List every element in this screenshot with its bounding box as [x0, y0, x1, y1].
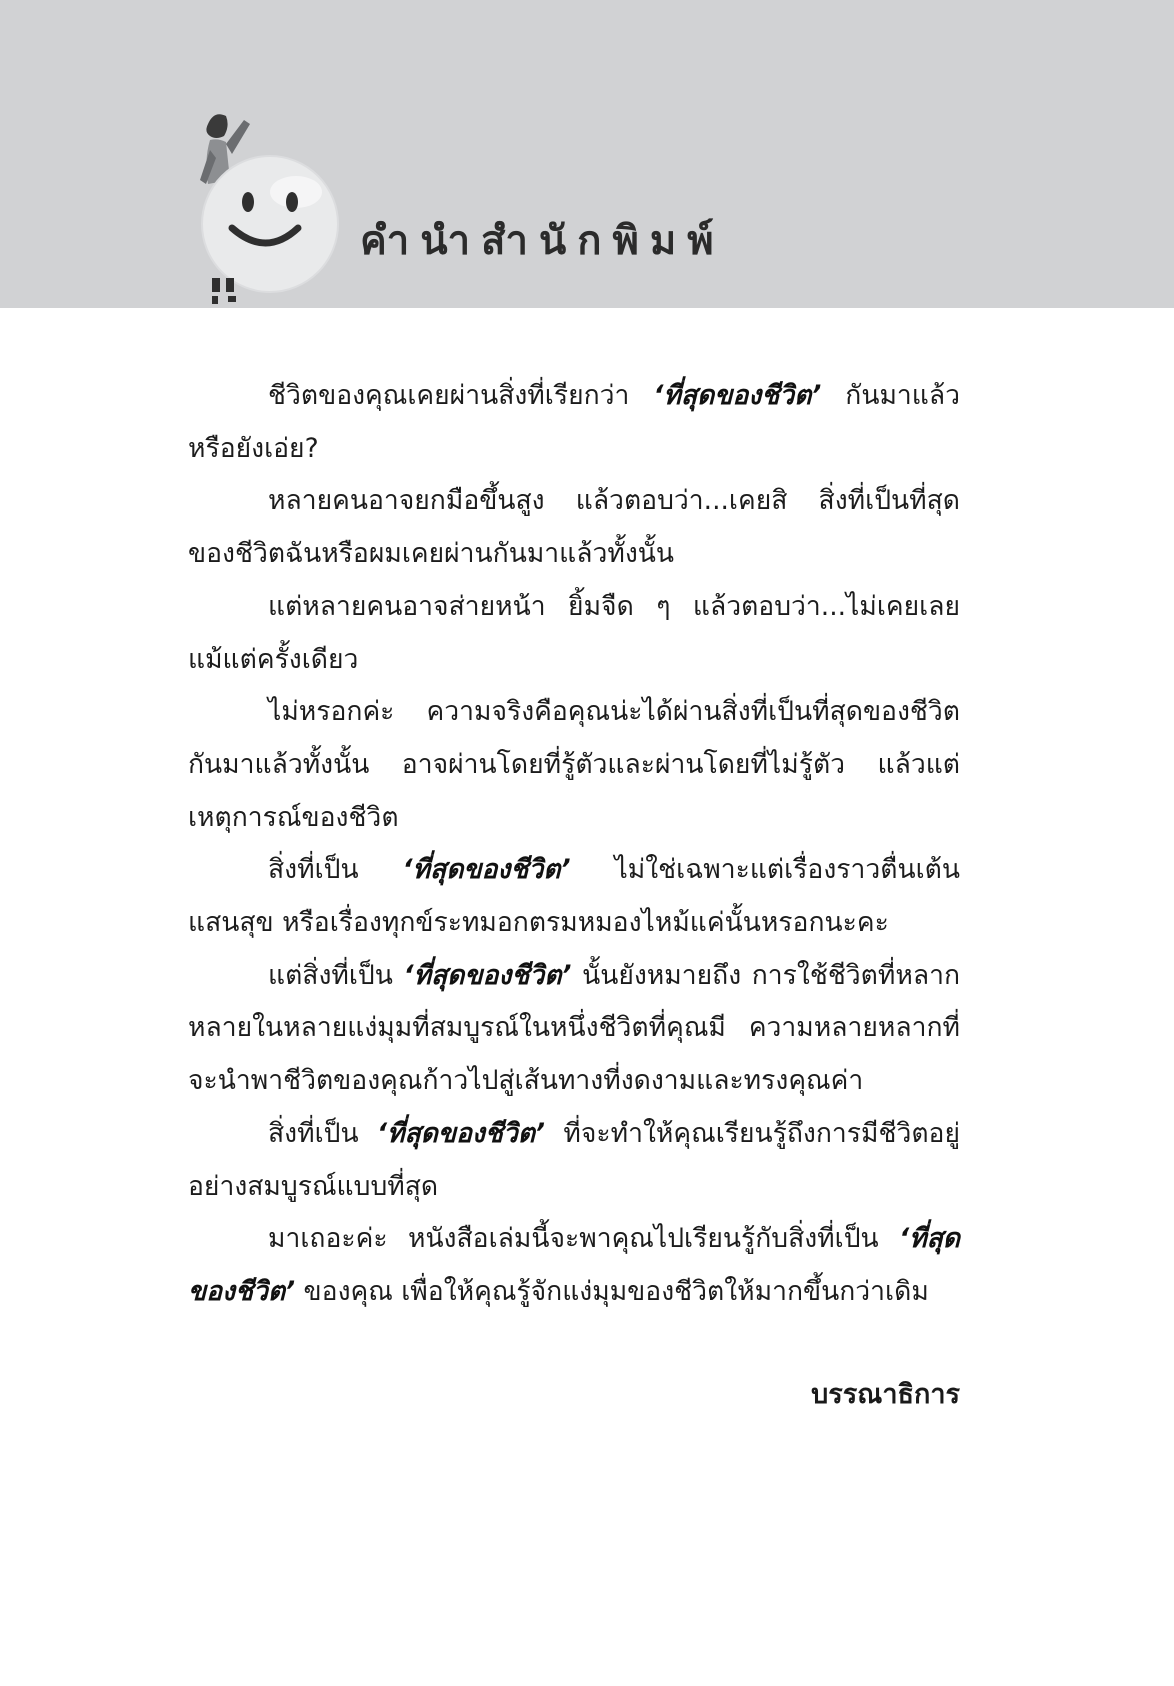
paragraph: แต่หลายคนอาจส่ายหน้า ยิ้มจืด ๆ แล้วตอบว่า...ไม่เคยเลยแม้แต่ครั้งเดียว [188, 590, 960, 675]
paragraph: ไม่หรอกค่ะ ความจริงคือคุณน่ะได้ผ่านสิ่งที่เป็นที่สุดของชีวิตกันมาแล้วทั้งนั้น อาจผ่านโดยที่รู้ตัวและผ่านโดยที่ไม่รู้ตัว แล้วแต่เหตุการณ์ของชีวิต [188, 696, 960, 833]
emphasis-phrase: ‘ที่สุดของชีวิต’ [403, 959, 572, 991]
body-text [188, 370, 960, 1319]
paragraph: มาเถอะค่ะ หนังสือเล่มนี้จะพาคุณไปเรียนรู้กับสิ่งที่เป็น ‘ที่สุดของชีวิต’ ของคุณ เพื่อให้คุณรู้จักแง่มุมของชีวิตให้มากขึ้นกว่าเดิม [188, 1223, 960, 1307]
paragraph: หลายคนอาจยกมือขึ้นสูง แล้วตอบว่า...เคยสิ สิ่งที่เป็นที่สุดของชีวิตฉันหรือผมเคยผ่านกันมาแล้วทั้งนั้น [188, 485, 960, 570]
emphasis-phrase: ‘ที่สุดของชีวิต’ [653, 380, 822, 411]
page-title: คำนำสำนักพิมพ์ [360, 218, 725, 264]
emphasis-phrase: ‘ที่สุดของชีวิต’ [188, 1223, 960, 1307]
signature: บรรณาธิการ [811, 1379, 960, 1410]
emphasis-phrase: ‘ที่สุดของชีวิต’ [402, 854, 571, 886]
paragraph: สิ่งที่เป็น ‘ที่สุดของชีวิต’ ที่จะทำให้คุณเรียนรู้ถึงการมีชีวิตอยู่อย่างสมบูรณ์แบบที่สุด [188, 1117, 960, 1202]
smiley-face-with-woman-icon [196, 110, 346, 310]
paragraph: สิ่งที่เป็น ‘ที่สุดของชีวิต’ ไม่ใช่เฉพาะแต่เรื่องราวตื่นเต้นแสนสุข หรือเรื่องทุกข์ระทมอกตรมหมองไหม้แค่นั้นหรอกนะคะ [188, 854, 960, 939]
paragraph: แต่สิ่งที่เป็น ‘ที่สุดของชีวิต’ นั้นยังหมายถึง การใช้ชีวิตที่หลากหลายในหลายแง่มุมที่สมบูรณ์ในหนึ่งชีวิตที่คุณมี ความหลายหลากที่จะนำพาชีวิตของคุณก้าวไปสู่เส้นทางที่งดงามและทรงคุณค่า [188, 959, 960, 1097]
emphasis-phrase: ‘ที่สุดของชีวิต’ [376, 1117, 546, 1149]
paragraph: ชีวิตของคุณเคยผ่านสิ่งที่เรียกว่า ‘ที่สุดของชีวิต’ กันมาแล้วหรือยังเอ่ย? [188, 380, 960, 464]
